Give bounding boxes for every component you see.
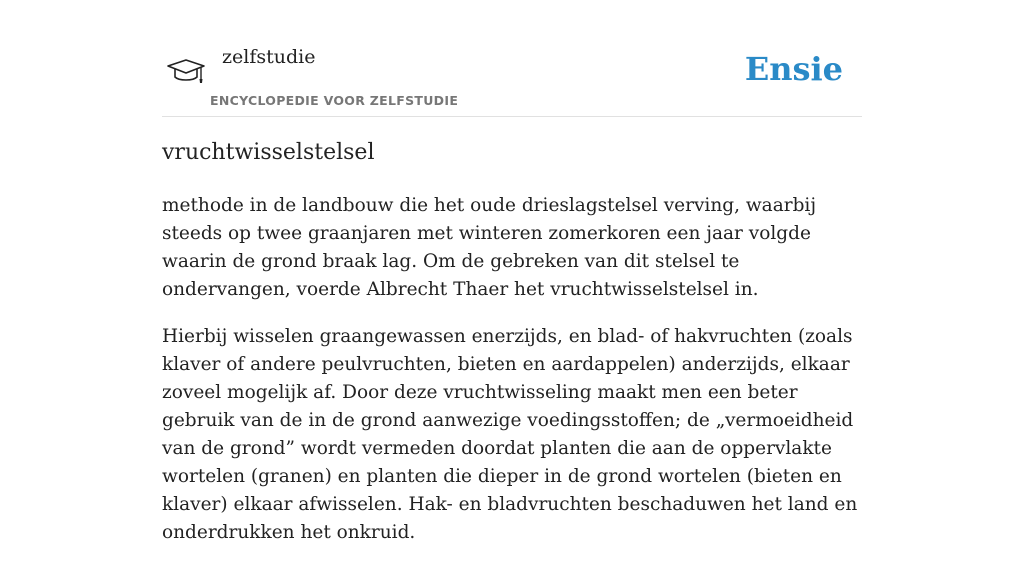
ensie-brand-link[interactable]: Ensie [744, 50, 843, 88]
article-body [162, 192, 862, 566]
article-paragraph: methode in de landbouw die het oude drieslagstelsel verving, waarbij steeds op twee graanjaren met winteren zomerkoren een jaar volgde waarin de grond braak lag. Om de gebreken van dit stelsel te ondervangen, voerde Albrecht Thaer het vruchtwisselstelsel in. [162, 195, 817, 300]
site-name-link[interactable]: zelfstudie [222, 46, 316, 68]
graduation-cap-icon[interactable] [166, 52, 206, 92]
site-header [162, 0, 862, 117]
site-tagline: ENCYCLOPEDIE VOOR ZELFSTUDIE [210, 93, 459, 108]
page-title: vruchtwisselstelsel [162, 140, 375, 165]
article-paragraph: Hierbij wisselen graangewassen enerzijds, en blad- of hakvruchten (zoals klaver of andere peulvruchten, bieten en aardappelen) anderzijds, elkaar zoveel mogelijk af. Door deze vruchtwisseling maakt men een beter gebruik van de in de grond aanwezige voedingsstoffen; de „vermoeidheid van de grond” wordt vermeden doordat planten die aan de oppervlakte wortelen (granen) en planten die dieper in de grond wortelen (bieten en klaver) elkaar afwisselen. Hak- en bladvruchten beschaduwen het land en onderdrukken het onkruid. [162, 326, 858, 543]
